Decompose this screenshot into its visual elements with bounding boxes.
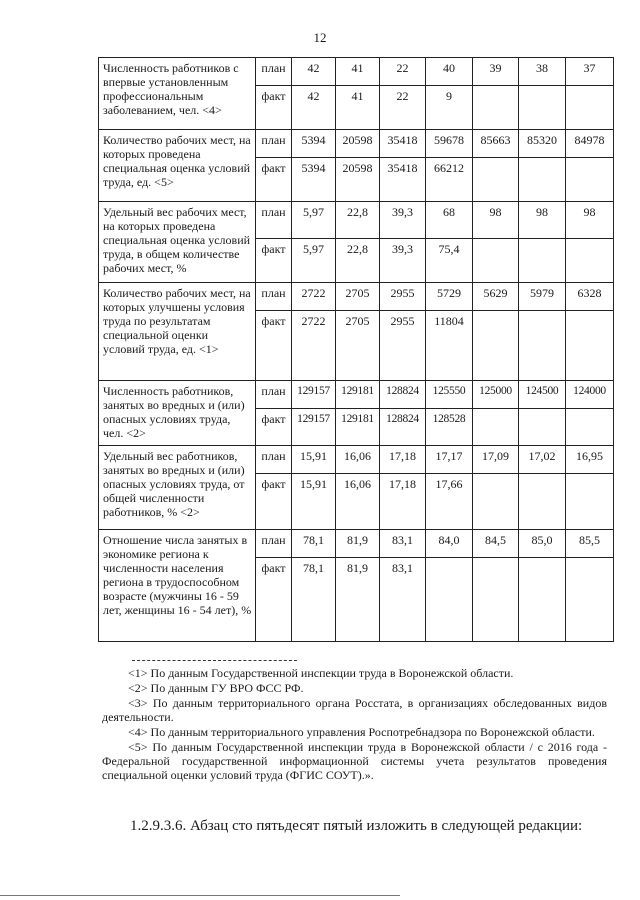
fact-value xyxy=(566,409,614,446)
fact-value xyxy=(519,158,566,202)
plan-label: план xyxy=(256,530,292,558)
fact-value xyxy=(566,474,614,530)
fact-label: факт xyxy=(256,158,292,202)
closing-paragraph: 1.2.9.3.6. Абзац сто пятьдесят пятый изложить в следующей редакции: xyxy=(130,818,583,834)
fact-value xyxy=(519,86,566,130)
fact-value xyxy=(473,409,519,446)
fact-value xyxy=(473,86,519,130)
fact-label: факт xyxy=(256,239,292,283)
plan-value: 98 xyxy=(566,202,614,239)
fact-value: 9 xyxy=(426,86,473,130)
fact-value: 129181 xyxy=(336,409,380,446)
fact-value: 66212 xyxy=(426,158,473,202)
plan-label: план xyxy=(256,130,292,158)
plan-value: 37 xyxy=(566,58,614,86)
page-number: 12 xyxy=(313,30,327,45)
plan-value: 129157 xyxy=(292,381,336,409)
plan-value: 22,8 xyxy=(336,202,380,239)
fact-value xyxy=(519,409,566,446)
table-row xyxy=(99,283,614,311)
table-row xyxy=(99,381,614,409)
fact-label: факт xyxy=(256,474,292,530)
fact-value xyxy=(519,558,566,642)
plan-value: 16,95 xyxy=(566,446,614,474)
fact-value xyxy=(519,311,566,381)
plan-value: 2705 xyxy=(336,283,380,311)
fact-value xyxy=(473,474,519,530)
plan-label: план xyxy=(256,381,292,409)
fact-value xyxy=(566,158,614,202)
fact-value xyxy=(519,474,566,530)
indicators-table xyxy=(98,57,614,642)
table-row xyxy=(99,58,614,86)
plan-value: 20598 xyxy=(336,130,380,158)
plan-value: 129181 xyxy=(336,381,380,409)
plan-label: план xyxy=(256,202,292,239)
plan-value: 83,1 xyxy=(380,530,426,558)
fact-value xyxy=(473,558,519,642)
plan-value: 2955 xyxy=(380,283,426,311)
fact-value: 20598 xyxy=(336,158,380,202)
plan-value: 68 xyxy=(426,202,473,239)
plan-value: 85,5 xyxy=(566,530,614,558)
plan-value: 15,91 xyxy=(292,446,336,474)
plan-value: 85,0 xyxy=(519,530,566,558)
fact-value xyxy=(566,558,614,642)
fact-value: 42 xyxy=(292,86,336,130)
plan-value: 6328 xyxy=(566,283,614,311)
plan-value: 17,02 xyxy=(519,446,566,474)
plan-value: 40 xyxy=(426,58,473,86)
fact-value: 16,06 xyxy=(336,474,380,530)
plan-value: 17,09 xyxy=(473,446,519,474)
plan-value: 85320 xyxy=(519,130,566,158)
plan-label: план xyxy=(256,283,292,311)
plan-value: 59678 xyxy=(426,130,473,158)
fact-value: 129157 xyxy=(292,409,336,446)
fact-value: 128824 xyxy=(380,409,426,446)
plan-value: 125550 xyxy=(426,381,473,409)
plan-value: 124500 xyxy=(519,381,566,409)
bottom-rule xyxy=(0,895,400,896)
footnotes xyxy=(102,660,607,783)
fact-value xyxy=(426,558,473,642)
fact-value: 75,4 xyxy=(426,239,473,283)
plan-value: 98 xyxy=(519,202,566,239)
table-row xyxy=(99,202,614,239)
plan-value: 84978 xyxy=(566,130,614,158)
indicator-label: Численность работников, занятых во вредных и (или) опасных условиях труда, чел. <2> xyxy=(99,381,256,446)
indicator-label: Отношение числа занятых в экономике региона к численности населения региона в трудоспособном возрасте (мужчины 16 - 59 лет, женщины 16 - 54 лет), % xyxy=(99,530,256,642)
indicator-label: Количество рабочих мест, на которых проведена специальная оценка условий труда, ед. <5> xyxy=(99,130,256,202)
plan-value: 17,18 xyxy=(380,446,426,474)
fact-value xyxy=(473,239,519,283)
plan-value: 124000 xyxy=(566,381,614,409)
fact-value: 83,1 xyxy=(380,558,426,642)
fact-value: 81,9 xyxy=(336,558,380,642)
plan-value: 5,97 xyxy=(292,202,336,239)
indicator-label: Удельный вес рабочих мест, на которых проведена специальная оценка условий труда, в общем количестве рабочих мест, % xyxy=(99,202,256,283)
fact-value: 22 xyxy=(380,86,426,130)
footnote-3: <3> По данным территориального органа Росстата, в организациях обследованных видов деятельности. xyxy=(102,696,607,724)
fact-value xyxy=(566,239,614,283)
plan-value: 84,0 xyxy=(426,530,473,558)
fact-value xyxy=(473,158,519,202)
fact-value: 35418 xyxy=(380,158,426,202)
fact-label: факт xyxy=(256,86,292,130)
plan-label: план xyxy=(256,58,292,86)
plan-value: 5629 xyxy=(473,283,519,311)
plan-value: 98 xyxy=(473,202,519,239)
plan-value: 5979 xyxy=(519,283,566,311)
fact-value: 128528 xyxy=(426,409,473,446)
fact-value: 2705 xyxy=(336,311,380,381)
plan-value: 5729 xyxy=(426,283,473,311)
footnote-1: <1> По данным Государственной инспекции труда в Воронежской области. xyxy=(128,666,514,680)
plan-value: 16,06 xyxy=(336,446,380,474)
fact-value xyxy=(473,311,519,381)
fact-value: 41 xyxy=(336,86,380,130)
indicator-label: Удельный вес работников, занятых во вредных и (или) опасных условиях труда, от общей численности работников, % <2> xyxy=(99,446,256,530)
plan-label: план xyxy=(256,446,292,474)
fact-label: факт xyxy=(256,311,292,381)
plan-value: 39,3 xyxy=(380,202,426,239)
plan-value: 22 xyxy=(380,58,426,86)
plan-value: 35418 xyxy=(380,130,426,158)
table-row xyxy=(99,530,614,558)
fact-value xyxy=(566,311,614,381)
indicator-label: Численность работников с впервые установленным профессиональным заболеванием, чел. <4> xyxy=(99,58,256,130)
footnote-separator xyxy=(132,660,297,661)
footnote-4: <4> По данным территориального управления Роспотребнадзора по Воронежской области. xyxy=(128,725,595,739)
fact-value xyxy=(566,86,614,130)
footnote-5: <5> По данным Государственной инспекции труда в Воронежской области / с 2016 года - Федеральной государственной информационной системы учета результатов проведения специальной оценки условий труда (ФГИС СОУТ).». xyxy=(102,740,607,782)
plan-value: 17,17 xyxy=(426,446,473,474)
fact-value: 22,8 xyxy=(336,239,380,283)
fact-value: 17,18 xyxy=(380,474,426,530)
fact-value: 2722 xyxy=(292,311,336,381)
plan-value: 78,1 xyxy=(292,530,336,558)
table-row xyxy=(99,130,614,158)
plan-value: 85663 xyxy=(473,130,519,158)
plan-value: 38 xyxy=(519,58,566,86)
plan-value: 84,5 xyxy=(473,530,519,558)
fact-value: 78,1 xyxy=(292,558,336,642)
plan-value: 5394 xyxy=(292,130,336,158)
plan-value: 39 xyxy=(473,58,519,86)
fact-value: 2955 xyxy=(380,311,426,381)
plan-value: 41 xyxy=(336,58,380,86)
plan-value: 81,9 xyxy=(336,530,380,558)
plan-value: 2722 xyxy=(292,283,336,311)
fact-label: факт xyxy=(256,558,292,642)
fact-value: 11804 xyxy=(426,311,473,381)
fact-value: 5394 xyxy=(292,158,336,202)
fact-value: 15,91 xyxy=(292,474,336,530)
plan-value: 128824 xyxy=(380,381,426,409)
fact-value: 5,97 xyxy=(292,239,336,283)
table-row xyxy=(99,446,614,474)
fact-value xyxy=(519,239,566,283)
footnote-2: <2> По данным ГУ ВРО ФСС РФ. xyxy=(128,681,304,695)
plan-value: 42 xyxy=(292,58,336,86)
fact-label: факт xyxy=(256,409,292,446)
fact-value: 17,66 xyxy=(426,474,473,530)
indicator-label: Количество рабочих мест, на которых улучшены условия труда по результатам специальной оценки условий труда, ед. <1> xyxy=(99,283,256,381)
plan-value: 125000 xyxy=(473,381,519,409)
fact-value: 39,3 xyxy=(380,239,426,283)
